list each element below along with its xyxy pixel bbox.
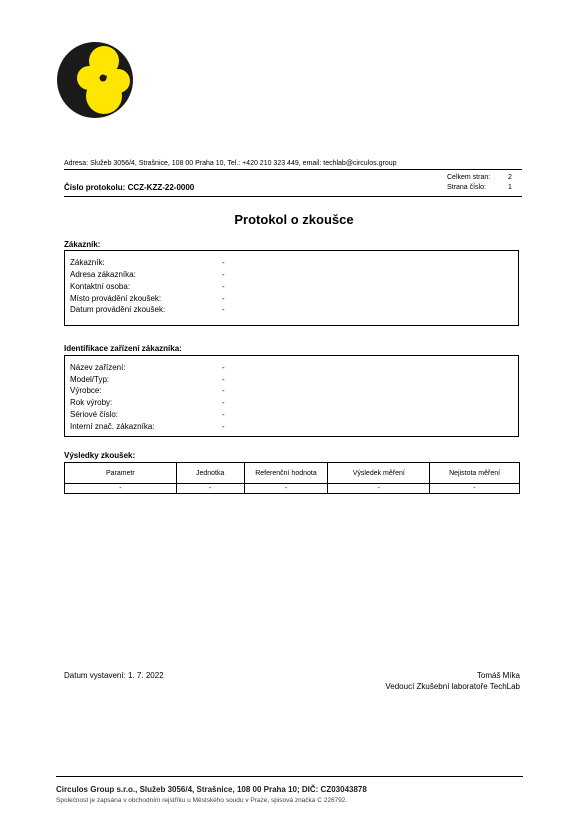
- manufacturer-row: [70, 386, 225, 395]
- field-label: Rok výroby:: [70, 398, 113, 407]
- test-location-row: [70, 294, 225, 303]
- total-pages: [447, 174, 512, 181]
- test-date-row: [70, 305, 225, 314]
- total-pages-label: Celkem stran:: [447, 174, 491, 181]
- document-title: Protokol o zkoušce: [234, 212, 354, 227]
- device-heading: Identifikace zařízení zákazníka:: [64, 344, 182, 353]
- customer-heading: Zákazník:: [64, 240, 101, 249]
- protocol-number-value: CCZ-KZZ-22-0000: [127, 183, 195, 192]
- field-label: Interní znač. zákazníka:: [70, 422, 155, 431]
- table-cell: -: [176, 484, 244, 494]
- footer-registry-note: Společnost je zapsána v obchodním rejstříku u Městského soudu v Praze, spisová značka C 226792.: [56, 797, 348, 804]
- table-cell: -: [430, 484, 520, 494]
- field-label: Model/Typ:: [70, 375, 110, 384]
- footer-divider: [56, 776, 523, 777]
- contact-person-row: [70, 282, 225, 291]
- field-value: -: [222, 422, 225, 431]
- device-name-row: [70, 363, 225, 372]
- results-heading: Výsledky zkoušek:: [64, 451, 136, 460]
- column-header-parameter: Parametr: [65, 463, 177, 484]
- customer-row: [70, 258, 225, 267]
- field-value: -: [222, 410, 225, 419]
- results-header-row: [65, 463, 520, 484]
- model-type-row: [70, 375, 225, 384]
- field-value: -: [222, 270, 225, 279]
- page-number-label: Strana číslo:: [447, 184, 486, 191]
- circulos-logo: [56, 41, 136, 119]
- device-box: [64, 355, 519, 437]
- field-label: Sériové číslo:: [70, 410, 119, 419]
- signatory-name: Tomáš Míka: [476, 671, 520, 680]
- field-value: -: [222, 363, 225, 372]
- field-value: -: [222, 258, 225, 267]
- field-value: -: [222, 294, 225, 303]
- production-year-row: [70, 398, 225, 407]
- field-label: Výrobce:: [70, 386, 102, 395]
- column-header-unit: Jednotka: [176, 463, 244, 484]
- table-cell: -: [65, 484, 177, 494]
- table-row: [65, 484, 520, 494]
- field-value: -: [222, 305, 225, 314]
- laboratory-address: Adresa: Služeb 3056/4, Strašnice, 108 00 Praha 10, Tel.: +420 210 323 449, email: techlab@circulos.group: [64, 160, 397, 167]
- column-header-measurement-result: Výsledek měření: [328, 463, 430, 484]
- field-label: Datum provádění zkoušek:: [70, 305, 166, 314]
- logo-inner-black-circle: [100, 75, 107, 82]
- field-label: Zákazník:: [70, 258, 105, 267]
- page-number: [447, 184, 512, 191]
- total-pages-value: 2: [508, 174, 512, 181]
- address-divider: [64, 169, 522, 170]
- column-header-uncertainty: Nejistota měření: [430, 463, 520, 484]
- footer-company-info: Circulos Group s.r.o., Služeb 3056/4, Strašnice, 108 00 Praha 10; DIČ: CZ03043878: [56, 785, 367, 794]
- page-number-value: 1: [508, 184, 512, 191]
- column-header-reference-value: Referenční hodnota: [244, 463, 328, 484]
- field-value: -: [222, 386, 225, 395]
- internal-mark-row: [70, 422, 225, 431]
- field-label: Adresa zákazníka:: [70, 270, 136, 279]
- issue-date: Datum vystavení: 1. 7. 2022: [64, 671, 164, 680]
- results-table: [64, 462, 520, 494]
- field-value: -: [222, 375, 225, 384]
- protocol-number-label: Číslo protokolu:: [64, 183, 126, 192]
- serial-number-row: [70, 410, 225, 419]
- field-value: -: [222, 282, 225, 291]
- field-value: -: [222, 398, 225, 407]
- signatory-role: Vedoucí Zkušební laboratoře TechLab: [385, 682, 520, 691]
- customer-box: [64, 250, 519, 326]
- logo-bottom-yellow-circle: [86, 78, 122, 114]
- table-cell: -: [244, 484, 328, 494]
- protocol-divider: [64, 196, 522, 197]
- field-label: Kontaktní osoba:: [70, 282, 131, 291]
- protocol-number: [64, 183, 194, 192]
- table-cell: -: [328, 484, 430, 494]
- field-label: Místo provádění zkoušek:: [70, 294, 162, 303]
- field-label: Název zařízení:: [70, 363, 126, 372]
- customer-address-row: [70, 270, 225, 279]
